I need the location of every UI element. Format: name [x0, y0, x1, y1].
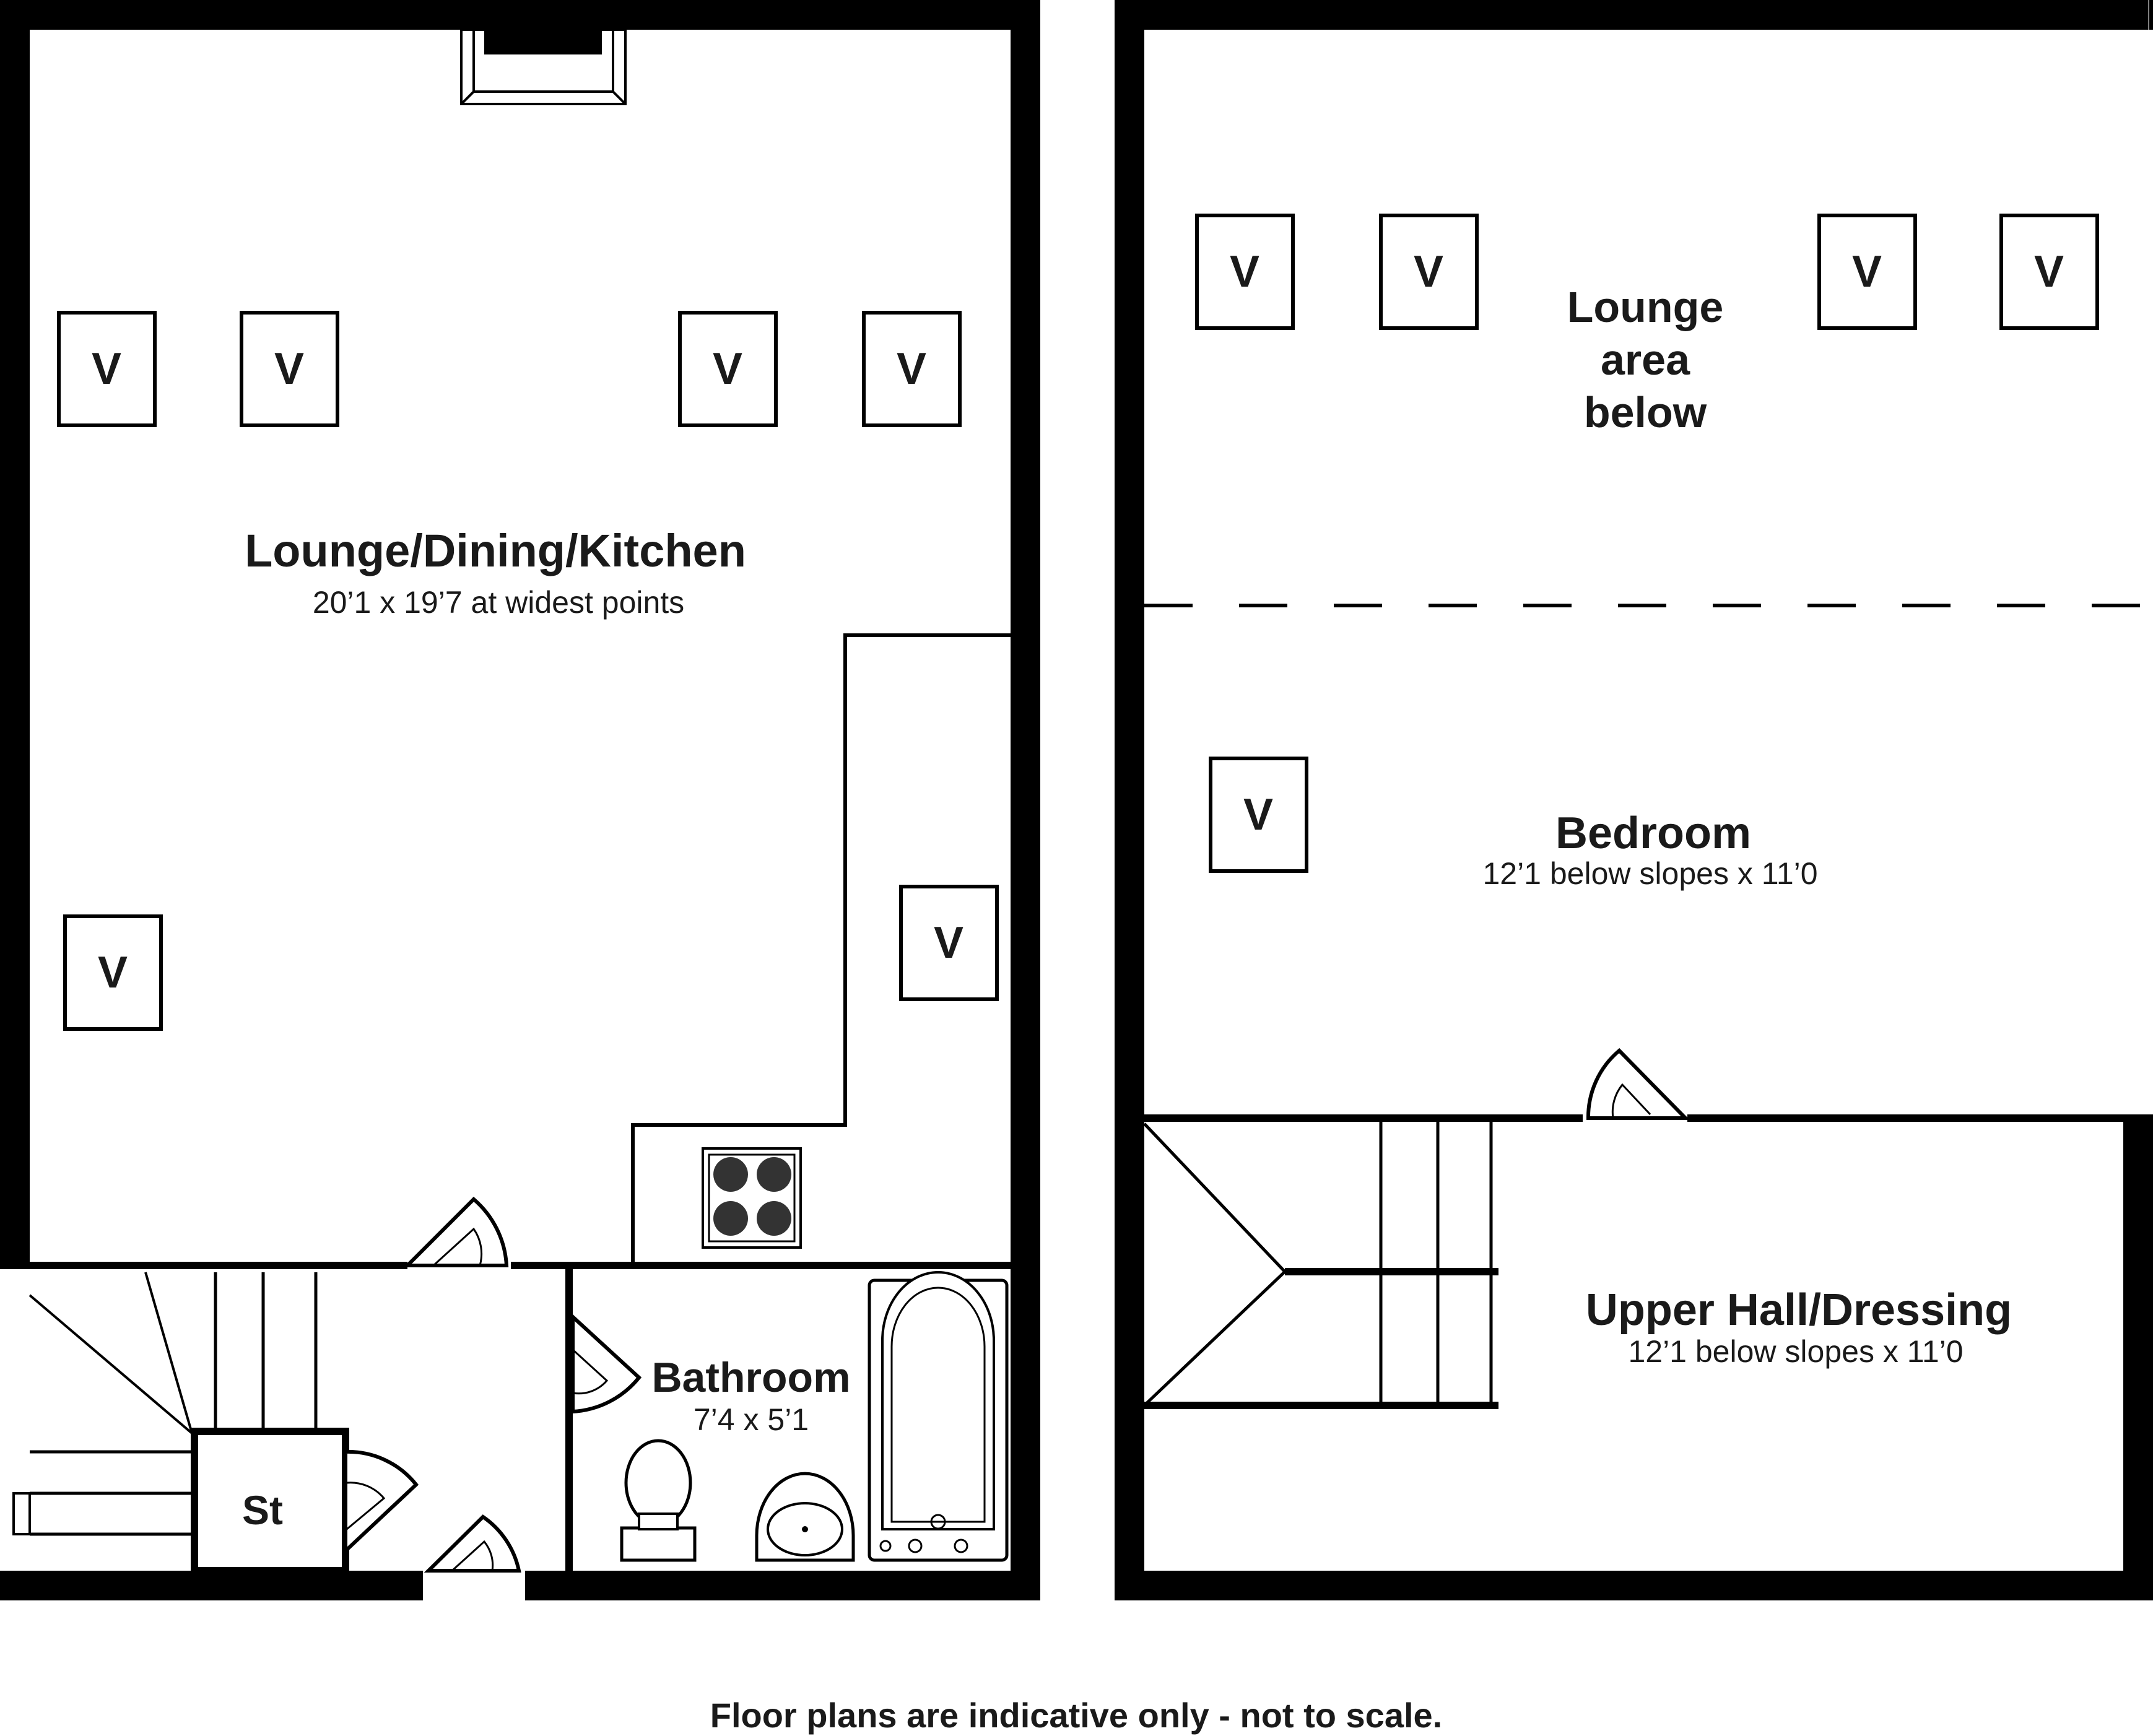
lounge-title: Lounge/Dining/Kitchen	[245, 525, 746, 576]
void-label-line1: Lounge	[1567, 283, 1724, 331]
velux-window-icon	[680, 313, 776, 425]
bathroom-title: Bathroom	[651, 1354, 851, 1401]
hall-title: Upper Hall/Dressing	[1585, 1285, 2012, 1335]
hall-dimensions: 12’1 below slopes x 11’0	[1628, 1334, 1964, 1369]
bathroom-door-icon	[573, 1317, 639, 1412]
bedroom-wall-right	[1687, 1114, 2153, 1122]
velux-label: V	[1229, 247, 1260, 297]
ground-outer-wall-top	[0, 0, 1040, 30]
stove-icon	[461, 30, 625, 104]
velux-window-icon	[1819, 215, 1915, 328]
ground-floor-plan	[0, 0, 1040, 1600]
void-label-line2: area	[1600, 336, 1690, 384]
velux-window-icon	[241, 313, 337, 425]
velux-window-icon	[1381, 215, 1477, 328]
first-outer-wall-right	[2123, 1118, 2153, 1600]
velux-label: V	[274, 344, 305, 394]
velux-label: V	[91, 344, 122, 394]
bedroom-door-icon	[1588, 1051, 1685, 1118]
bedroom-title: Bedroom	[1555, 809, 1752, 858]
velux-window-icon	[65, 916, 161, 1029]
toilet-icon	[622, 1441, 695, 1560]
bedroom-wall-left	[1144, 1114, 1583, 1122]
velux-window-icon	[864, 313, 960, 425]
first-outer-wall-top	[1115, 0, 2153, 30]
velux-label: V	[1413, 247, 1444, 297]
velux-window-icon	[1211, 758, 1307, 871]
store-door-icon	[346, 1452, 416, 1551]
first-outer-wall-bottom	[1115, 1571, 2153, 1600]
velux-label: V	[1851, 247, 1882, 297]
ground-outer-wall-left	[0, 0, 30, 1269]
ground-internal-wall-left	[30, 1262, 407, 1269]
ground-outer-wall-bottom-right	[525, 1571, 1040, 1600]
velux-label: V	[933, 918, 964, 968]
front-door-icon	[428, 1517, 519, 1571]
store-label: St	[242, 1487, 283, 1533]
first-outer-wall-left	[1115, 0, 1144, 1600]
ground-outer-wall-bottom-left	[0, 1571, 423, 1600]
velux-label: V	[712, 344, 743, 394]
basin-icon	[757, 1473, 853, 1560]
velux-window-icon	[1197, 215, 1293, 328]
velux-window-icon	[2001, 215, 2097, 328]
lounge-door-icon	[407, 1199, 507, 1265]
bedroom-dimensions: 12’1 below slopes x 11’0	[1482, 856, 1818, 891]
ground-internal-wall-right	[511, 1262, 1011, 1269]
velux-window-icon	[59, 313, 155, 425]
hob-icon	[703, 1148, 801, 1248]
footer-disclaimer: Floor plans are indicative only - not to scale.	[710, 1696, 1443, 1735]
velux-label: V	[97, 948, 128, 997]
velux-label: V	[2033, 247, 2064, 297]
velux-label: V	[1243, 790, 1274, 840]
upper-staircase-icon	[1144, 1122, 1498, 1405]
bath-icon	[869, 1272, 1007, 1560]
velux-window-icon	[901, 887, 997, 999]
void-label-line3: below	[1583, 388, 1707, 436]
ground-outer-wall-right	[1011, 0, 1040, 1600]
bathroom-dimensions: 7’4 x 5’1	[693, 1402, 809, 1437]
velux-label: V	[896, 344, 927, 394]
first-floor-plan	[1115, 0, 2153, 1600]
lounge-dimensions: 20’1 x 19’7 at widest points	[312, 585, 685, 620]
